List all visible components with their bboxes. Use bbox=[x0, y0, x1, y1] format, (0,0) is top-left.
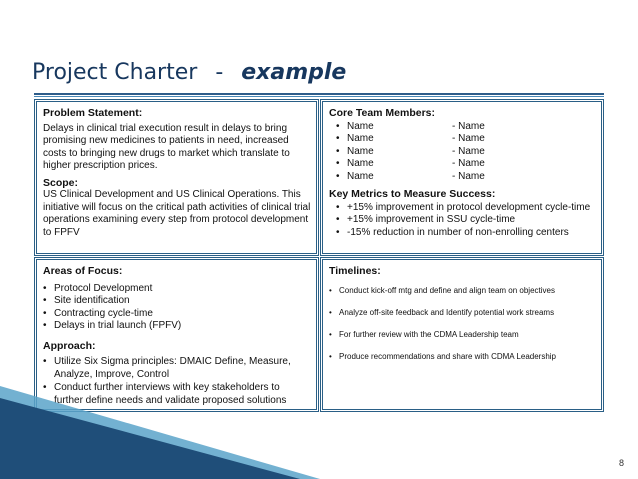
timeline-item: • For further review with the CDMA Leadership team bbox=[329, 330, 596, 340]
title-main: Project Charter bbox=[32, 60, 198, 85]
focus-item: • Delays in trial launch (FPFV) bbox=[43, 320, 311, 333]
approach-item: • Utilize Six Sigma principles: DMAIC Define, Measure, Analyze, Improve, Control bbox=[43, 356, 311, 381]
timeline-item: • Conduct kick-off mtg and define and align team on objectives bbox=[329, 286, 596, 296]
timelines-panel bbox=[320, 257, 604, 412]
timeline-item: • Produce recommendations and share with CDMA Leadership bbox=[329, 352, 596, 362]
problem-heading: Problem Statement: bbox=[43, 107, 143, 119]
team-heading: Core Team Members: bbox=[329, 107, 436, 119]
decorative-wave-shape bbox=[0, 386, 320, 479]
focus-item: • Site identification bbox=[43, 295, 311, 308]
team-member: • Name - Name bbox=[336, 146, 596, 159]
focus-heading: Areas of Focus: bbox=[43, 265, 123, 277]
scope-heading: Scope: bbox=[43, 176, 79, 189]
approach-item: • Conduct further interviews with key stakeholders to further define needs and validate proposed solutions bbox=[43, 382, 311, 407]
focus-list bbox=[43, 283, 311, 333]
scope-text: US Clinical Development and US Clinical Operations. This initiative will focus on the critical path activities of clinical trial operations examining every step from protocol development to FPFV bbox=[43, 189, 311, 238]
timeline-list bbox=[329, 286, 596, 362]
title-separator: - bbox=[215, 60, 224, 85]
focus-item: • Contracting cycle-time bbox=[43, 308, 311, 321]
focus-item: • Protocol Development bbox=[43, 283, 311, 296]
approach-heading: Approach: bbox=[43, 339, 96, 352]
team-metrics-panel bbox=[320, 99, 604, 256]
team-member: • Name - Name bbox=[336, 171, 596, 184]
team-member: • Name - Name bbox=[336, 121, 596, 134]
timelines-heading: Timelines: bbox=[329, 265, 381, 277]
metrics-heading: Key Metrics to Measure Success: bbox=[329, 188, 496, 200]
timeline-item: • Analyze off-site feedback and Identify potential work streams bbox=[329, 308, 596, 318]
metric-item: • -15% reduction in number of non-enrolling centers bbox=[336, 227, 596, 240]
title-underline-thin bbox=[34, 96, 604, 97]
title-example: example bbox=[241, 60, 347, 85]
title-underline bbox=[34, 93, 604, 95]
team-member: • Name - Name bbox=[336, 133, 596, 146]
page-number: 8 bbox=[618, 458, 624, 468]
problem-text: Delays in clinical trial execution result in delays to bring promising new medicines to patients in need, increased costs to bringing new drugs to market which translate to higher prescription prices. bbox=[43, 122, 290, 171]
team-member-list bbox=[329, 121, 596, 184]
problem-scope-panel bbox=[34, 99, 319, 256]
metric-item: • +15% improvement in protocol development cycle-time bbox=[336, 202, 596, 215]
slide-title bbox=[32, 60, 346, 85]
metric-item: • +15% improvement in SSU cycle-time bbox=[336, 214, 596, 227]
metrics-list bbox=[329, 202, 596, 240]
team-member: • Name - Name bbox=[336, 158, 596, 171]
